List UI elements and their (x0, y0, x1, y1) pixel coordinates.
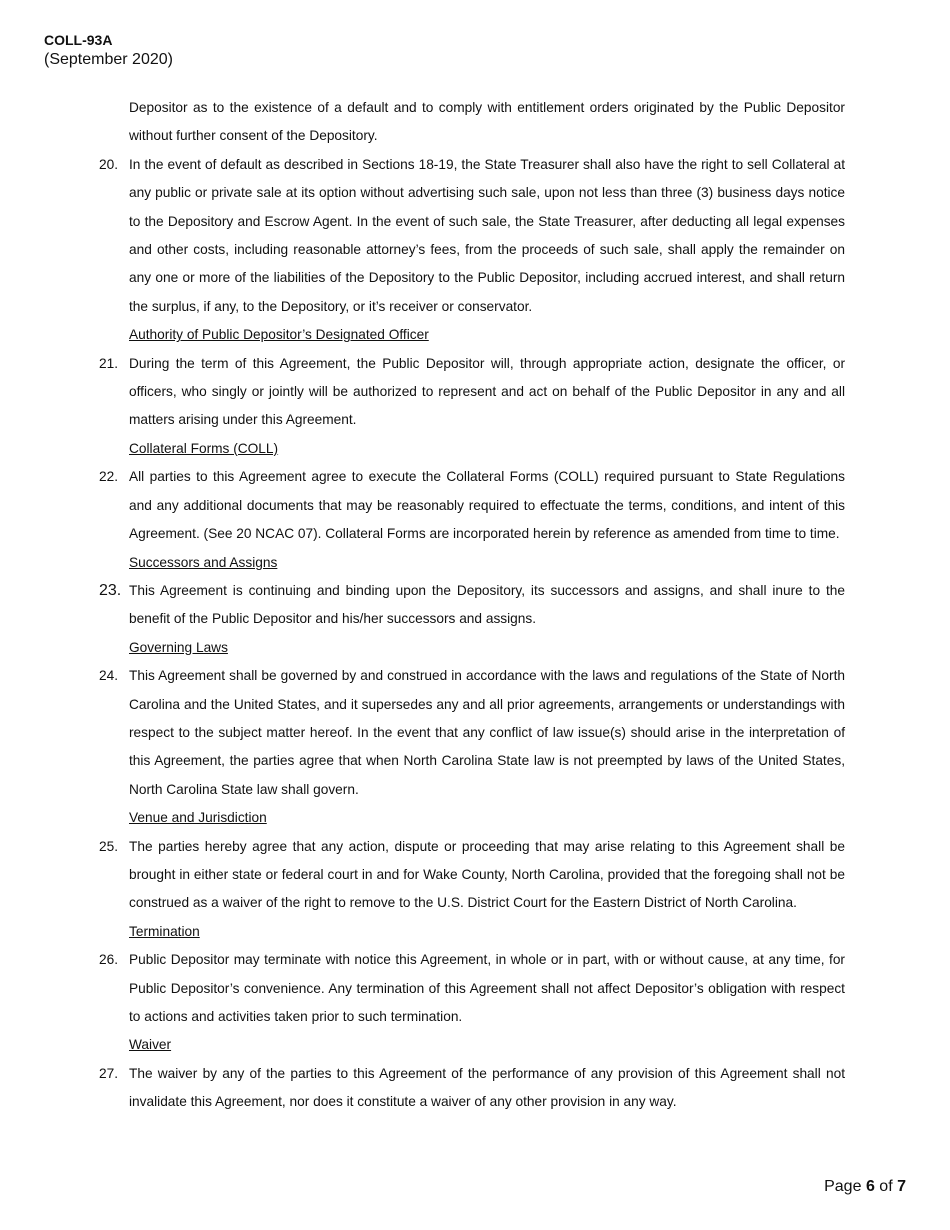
form-date: (September 2020) (44, 51, 173, 68)
clause-24 (99, 662, 845, 804)
clause-text: In the event of default as described in Sections 18-19, the State Treasurer shall also have the right to sell Collateral at any public or private sale at its option without advertising such sale, upon not less than three (3) business days notice to the Depository and Escrow Agent. In the event of such sale, the State Treasurer, after deducting all legal expenses and other costs, including reasonable attorney’s fees, from the proceeds of such sale, shall apply the remainder on any one or more of the liabilities of the Depository to the Public Depositor, including accrued interest, and shall return the surplus, if any, to the Depository, or it’s receiver or conservator. (129, 156, 845, 314)
clause-number: 22. (99, 469, 119, 485)
section-heading: Waiver (129, 1037, 172, 1053)
clause-26 (99, 946, 845, 1031)
section-heading: Collateral Forms (COLL) (129, 440, 279, 456)
page-label: Page (824, 1178, 862, 1195)
clause-number: 23. (99, 581, 122, 599)
clause-number: 24. (99, 668, 119, 684)
page-number (824, 1177, 906, 1197)
section-heading: Successors and Assigns (129, 554, 278, 570)
clause-21 (99, 350, 845, 435)
clause-22 (99, 463, 845, 548)
clause-number: 26. (99, 952, 119, 968)
clause-text: All parties to this Agreement agree to execute the Collateral Forms (COLL) required pursuant to State Regulations and any additional documents that may be reasonably required to effectuate the terms, conditions, and intent of this Agreement. (See 20 NCAC 07). Collateral Forms are incorporated herein by reference as amended from time to time. (129, 469, 845, 542)
clause-number: 21. (99, 355, 119, 371)
clause-number: 20. (99, 156, 119, 172)
clause-27 (99, 1060, 845, 1117)
clause-20 (99, 151, 845, 321)
clause-text: The waiver by any of the parties to this Agreement of the performance of any provision of this Agreement shall not invalidate this Agreement, nor does it constitute a waiver of any other provision in any way. (129, 1065, 845, 1110)
section-heading: Authority of Public Depositor’s Designated Officer (129, 327, 429, 343)
page-of: of (879, 1178, 893, 1195)
clause-text: During the term of this Agreement, the Public Depositor will, through appropriate action, designate the officer, or officers, who singly or jointly will be authorized to represent and act on behalf of the Public Depositor in any and all matters arising under this Agreement. (129, 355, 845, 428)
clause-text: This Agreement shall be governed by and construed in accordance with the laws and regulations of the State of North Carolina and the United States, and it supersedes any and all prior agreements, arrangements or understandings with respect to the subject matter hereof. In the event that any conflict of law issue(s) should arise in the interpretation of this Agreement, the parties agree that when North Carolina State law is not preempted by laws of the United States, North Carolina State law shall govern. (129, 668, 845, 797)
total-pages: 7 (897, 1178, 906, 1195)
clause-text: The parties hereby agree that any action, dispute or proceeding that may arise relating to this Agreement shall be brought in either state or federal court in and for Wake County, North Carolina, provided that the foregoing shall not be construed as a waiver of the right to remove to the U.S. District Court for the Eastern District of North Carolina. (129, 838, 845, 911)
paragraph-continuation: Depositor as to the existence of a default and to comply with entitlement orders originated by the Public Depositor without further consent of the Depository. (129, 100, 845, 144)
clause-23 (99, 577, 845, 634)
clause-number: 25. (99, 838, 119, 854)
clause-25 (99, 833, 845, 918)
current-page: 6 (865, 1178, 875, 1195)
clause-text: Public Depositor may terminate with notice this Agreement, in whole or in part, with or without cause, at any time, for Public Depositor’s convenience. Any termination of this Agreement shall not affect Depositor’s obligation with respect to actions and activities taken prior to such termination. (129, 952, 845, 1024)
clause-number: 27. (99, 1065, 119, 1081)
section-heading: Termination (129, 923, 200, 939)
document-body (99, 94, 845, 1117)
clause-text: This Agreement is continuing and binding upon the Depository, its successors and assigns, and shall inure to the benefit of the Public Depositor and his/her successors and assigns. (129, 582, 845, 627)
section-heading: Venue and Jurisdiction (129, 810, 267, 826)
form-id: COLL-93A (44, 32, 113, 48)
form-header (44, 30, 173, 70)
section-heading: Governing Laws (129, 639, 228, 655)
